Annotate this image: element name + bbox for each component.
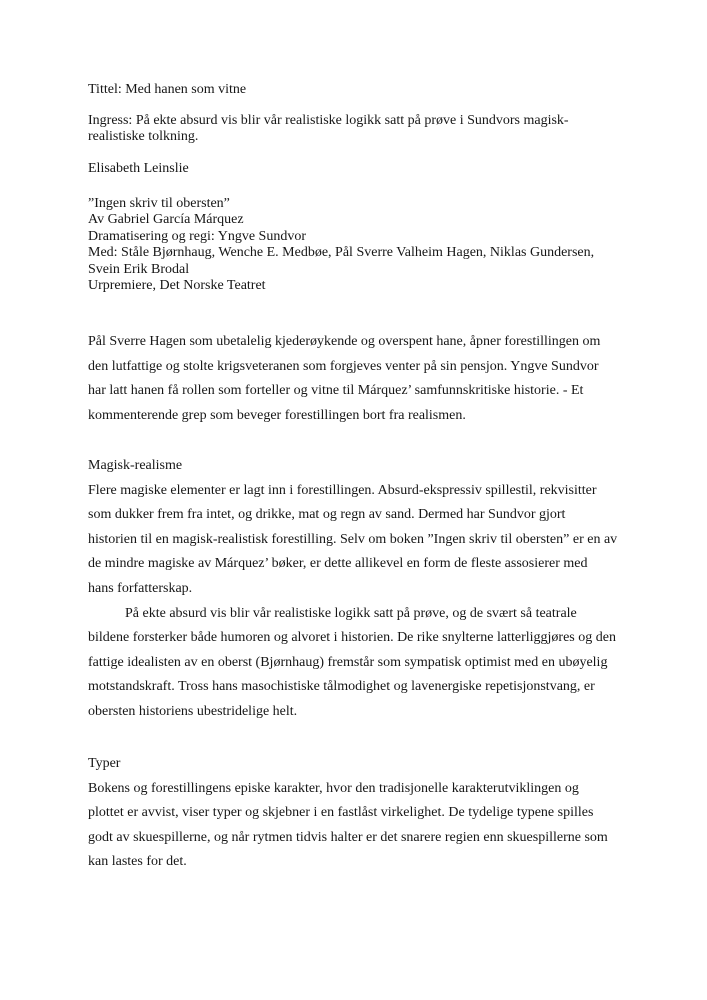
text-line: Dramatisering og regi: Yngve Sundvor <box>88 228 306 244</box>
text-line: obersten historiens ubestridelige helt. <box>88 703 298 719</box>
document-title: Tittel: Med hanen som vitne <box>88 82 247 97</box>
text-line: Flere magiske elementer er lagt inn i forestillingen. Absurd-ekspressiv spillestil, rekvisitter <box>88 482 597 498</box>
text-line: realistiske tolkning. <box>88 129 199 145</box>
byline: Elisabeth Leinslie <box>88 161 189 176</box>
text-line: Bokens og forestillingens episke karakter, hvor den tradisjonelle karakterutviklingen og <box>88 780 579 796</box>
section-heading-magisk-realisme: Magisk-realisme <box>88 458 183 473</box>
text-line: bildene forsterker både humoren og alvoret i historien. De rike snylterne latterliggjøres og den <box>88 630 616 646</box>
text-line: de mindre magiske av Márquez’ bøker, er dette allikevel en form de fleste assosierer med <box>88 556 588 572</box>
ingress <box>88 113 667 146</box>
text-line: Svein Erik Brodal <box>88 261 190 277</box>
section-magisk-realisme <box>88 454 667 725</box>
text-line: Urpremiere, Det Norske Teatret <box>88 278 266 294</box>
text-line: På ekte absurd vis blir vår realistiske logikk satt på prøve, og de svært så teatrale <box>125 605 577 621</box>
section-paragraph <box>88 479 667 602</box>
text-line: har latt hanen få rollen som forteller og vitne til Márquez’ samfunnskritiske historie. - Et <box>88 383 584 399</box>
section-paragraph <box>88 777 667 875</box>
section-heading-typer: Typer <box>88 756 121 771</box>
text-line: Ingress: På ekte absurd vis blir vår realistiske logikk satt på prøve i Sundvors magisk- <box>88 113 569 128</box>
section-typer <box>88 752 667 875</box>
text-line: kommenterende grep som beveger forestillingen bort fra realismen. <box>88 407 466 423</box>
text-line: historien til en magisk-realistisk forestilling. Selv om boken ”Ingen skriv til obersten” er en av <box>88 531 618 547</box>
intro-paragraph <box>88 330 667 428</box>
section-paragraph-indented <box>88 602 667 725</box>
text-line: Pål Sverre Hagen som ubetalelig kjederøykende og overspent hane, åpner forestillingen om <box>88 334 601 349</box>
text-line: plottet er avvist, viser typer og skjebner i en fastlåst virkelighet. De tydelige typene spilles <box>88 805 594 821</box>
text-line: som dukker frem fra intet, og drikke, mat og regn av sand. Dermed har Sundvor gjort <box>88 507 566 523</box>
text-line: motstandskraft. Tross hans masochistiske tålmodighet og lavenergiske repetisjonstvang, er <box>88 679 595 695</box>
text-line: kan lastes for det. <box>88 854 187 870</box>
text-line: Av Gabriel García Márquez <box>88 212 244 228</box>
text-line: ”Ingen skriv til obersten” <box>88 196 230 211</box>
text-line: hans forfatterskap. <box>88 580 193 596</box>
text-line: Med: Ståle Bjørnhaug, Wenche E. Medbøe, Pål Sverre Valheim Hagen, Niklas Gundersen, <box>88 245 595 261</box>
text-line: godt av skuespillerne, og når rytmen tidvis halter er det snarere regien enn skuespillerne som <box>88 829 608 845</box>
text-line: fattige idealisten av en oberst (Bjørnhaug) fremstår som sympatisk optimist med en ubøyelig <box>88 654 608 670</box>
production-credits <box>88 196 667 294</box>
text-line: den lutfattige og stolte krigsveteranen som forgjeves venter på sin pensjon. Yngve Sundvor <box>88 358 599 374</box>
